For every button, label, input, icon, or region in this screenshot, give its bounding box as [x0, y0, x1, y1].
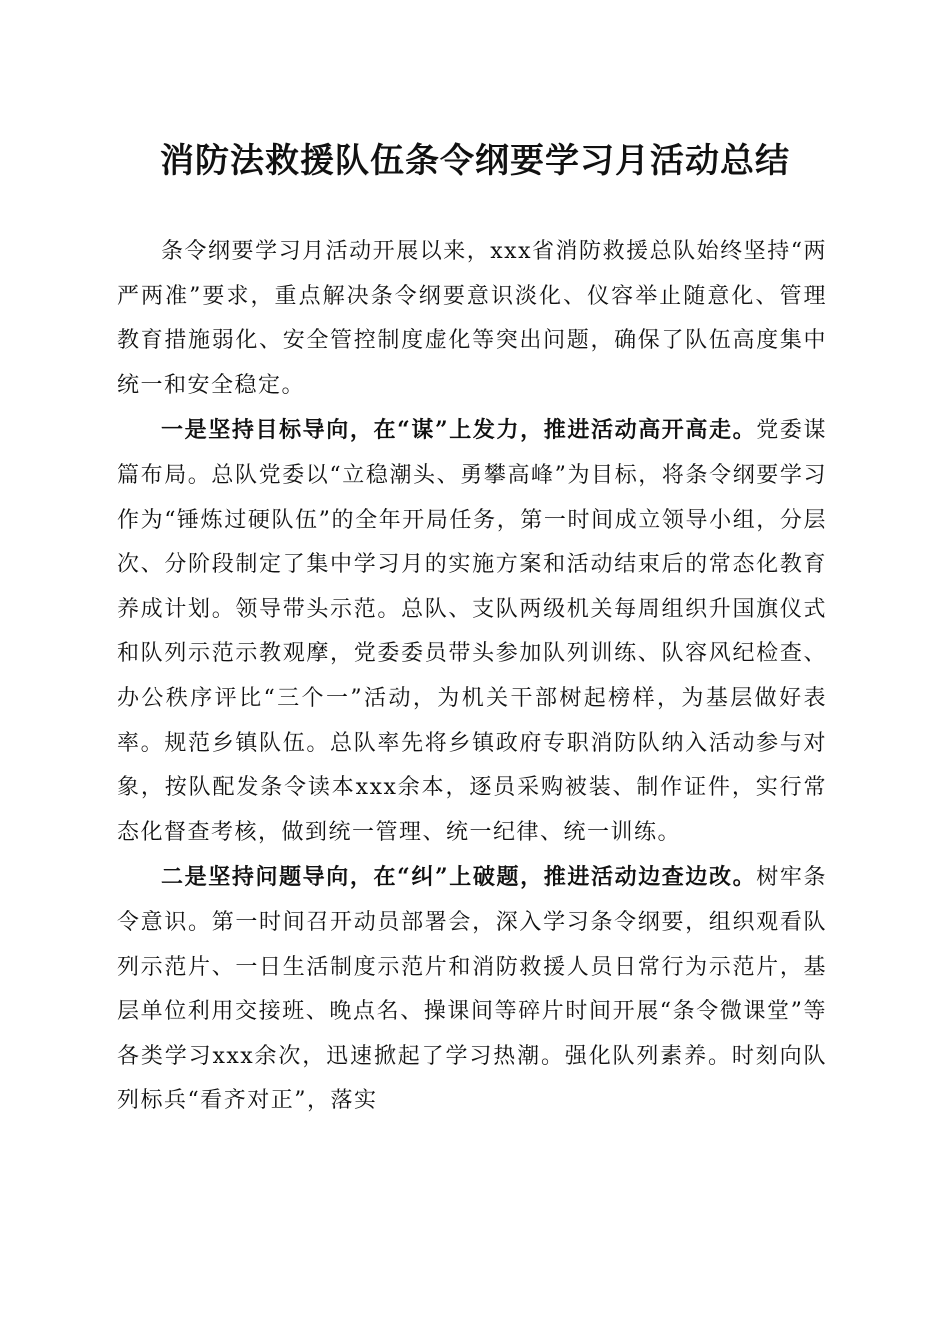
paragraph-text: 党委谋篇布局。总队党委以“立稳潮头、勇攀高峰”为目标，将条令纲要学习作为“锤炼过硬队伍”的全年开局任务，第一时间成立领导小组，分层次、分阶段制定了集中学习月的实施方案和活动结束后的常态化教育养成计划。领导带头示范。总队、支队两级机关每周组织升国旗仪式和队列示范示教观摩，党委委员带头参加队列训练、队容风纪检查、办公秩序评比“三个一”活动，为机关干部树起榜样，为基层做好表率。规范乡镇队伍。总队率先将乡镇政府专职消防队纳入活动参与对象，按队配发条令读本xxx余本，逐员采购被装、制作证件，实行常态化督查考核，做到统一管理、统一纪律、统一训练。	[117, 418, 827, 845]
document-title: 消防法救援队伍条令纲要学习月活动总结	[160, 141, 790, 181]
paragraph-intro	[117, 230, 827, 408]
document-body	[117, 230, 827, 1124]
paragraph-text: 树牢条令意识。第一时间召开动员部署会，深入学习条令纲要，组织观看队列示范片、一日生活制度示范片和消防救援人员日常行为示范片，基层单位利用交接班、晚点名、操课间等碎片时间开展“条令微课堂”等各类学习xxx余次，迅速掀起了学习热潮。强化队列素养。时刻向队列标兵“看齐对正”，落实	[117, 865, 827, 1114]
paragraph-problem-orientation	[117, 855, 827, 1124]
paragraph-lead-heading: 一是坚持目标导向，在“谋”上发力，推进活动高开高走。	[161, 417, 757, 444]
paragraph-text: 条令纲要学习月活动开展以来，xxx省消防救援总队始终坚持“两严两准”要求，重点解决条令纲要意识淡化、仪容举止随意化、管理教育措施弱化、安全管控制度虚化等突出问题，确保了队伍高度集中统一和安全稳定。	[117, 239, 827, 398]
paragraph-goal-orientation	[117, 408, 827, 855]
paragraph-lead-heading: 二是坚持问题导向，在“纠”上破题，推进活动边查边改。	[161, 864, 757, 891]
